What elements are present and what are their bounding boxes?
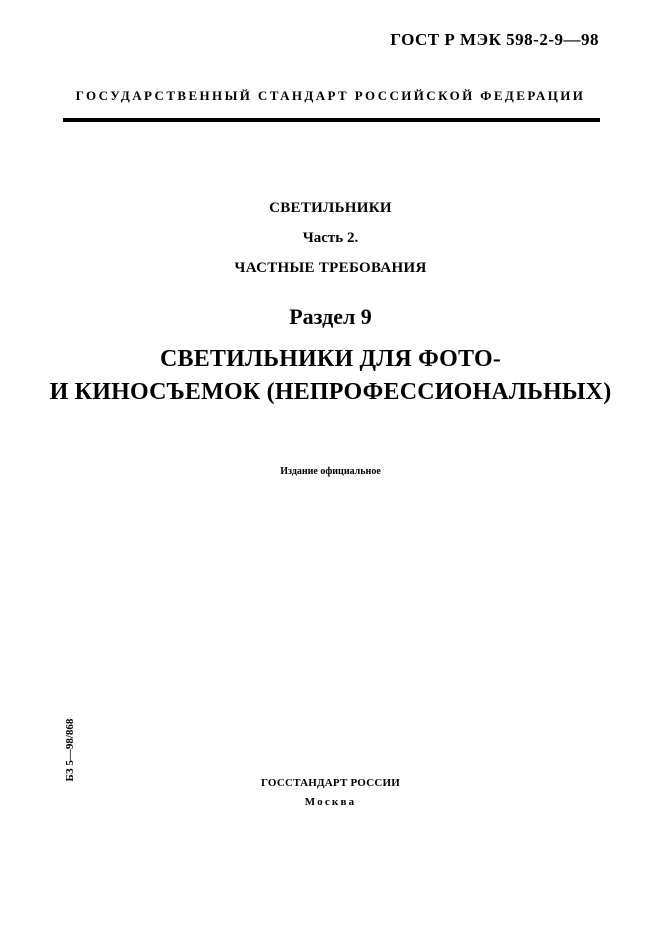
header-rule (63, 118, 600, 122)
document-code: ГОСТ Р МЭК 598-2-9—98 (390, 30, 599, 49)
main-title-line-1: СВЕТИЛЬНИКИ ДЛЯ ФОТО- (159, 346, 502, 372)
publisher: ГОССТАНДАРТ РОССИИ (261, 777, 400, 789)
main-title-line-2: И КИНОСЪЕМОК (НЕПРОФЕССИОНАЛЬНЫХ) (49, 379, 612, 405)
side-code: БЗ 5—98/868 (64, 718, 76, 782)
side-code-wrapper (63, 690, 77, 810)
title-part: Часть 2. (302, 230, 359, 246)
publisher-city: Москва (304, 796, 357, 808)
state-standard-heading: ГОСУДАРСТВЕННЫЙ СТАНДАРТ РОССИЙСКОЙ ФЕДЕРАЦИИ (75, 88, 586, 103)
section-heading: Раздел 9 (289, 304, 372, 329)
title-requirements: ЧАСТНЫЕ ТРЕБОВАНИЯ (234, 260, 427, 276)
title-general: СВЕТИЛЬНИКИ (269, 200, 392, 216)
edition-note: Издание официальное (280, 466, 381, 477)
main-title (0, 343, 661, 409)
